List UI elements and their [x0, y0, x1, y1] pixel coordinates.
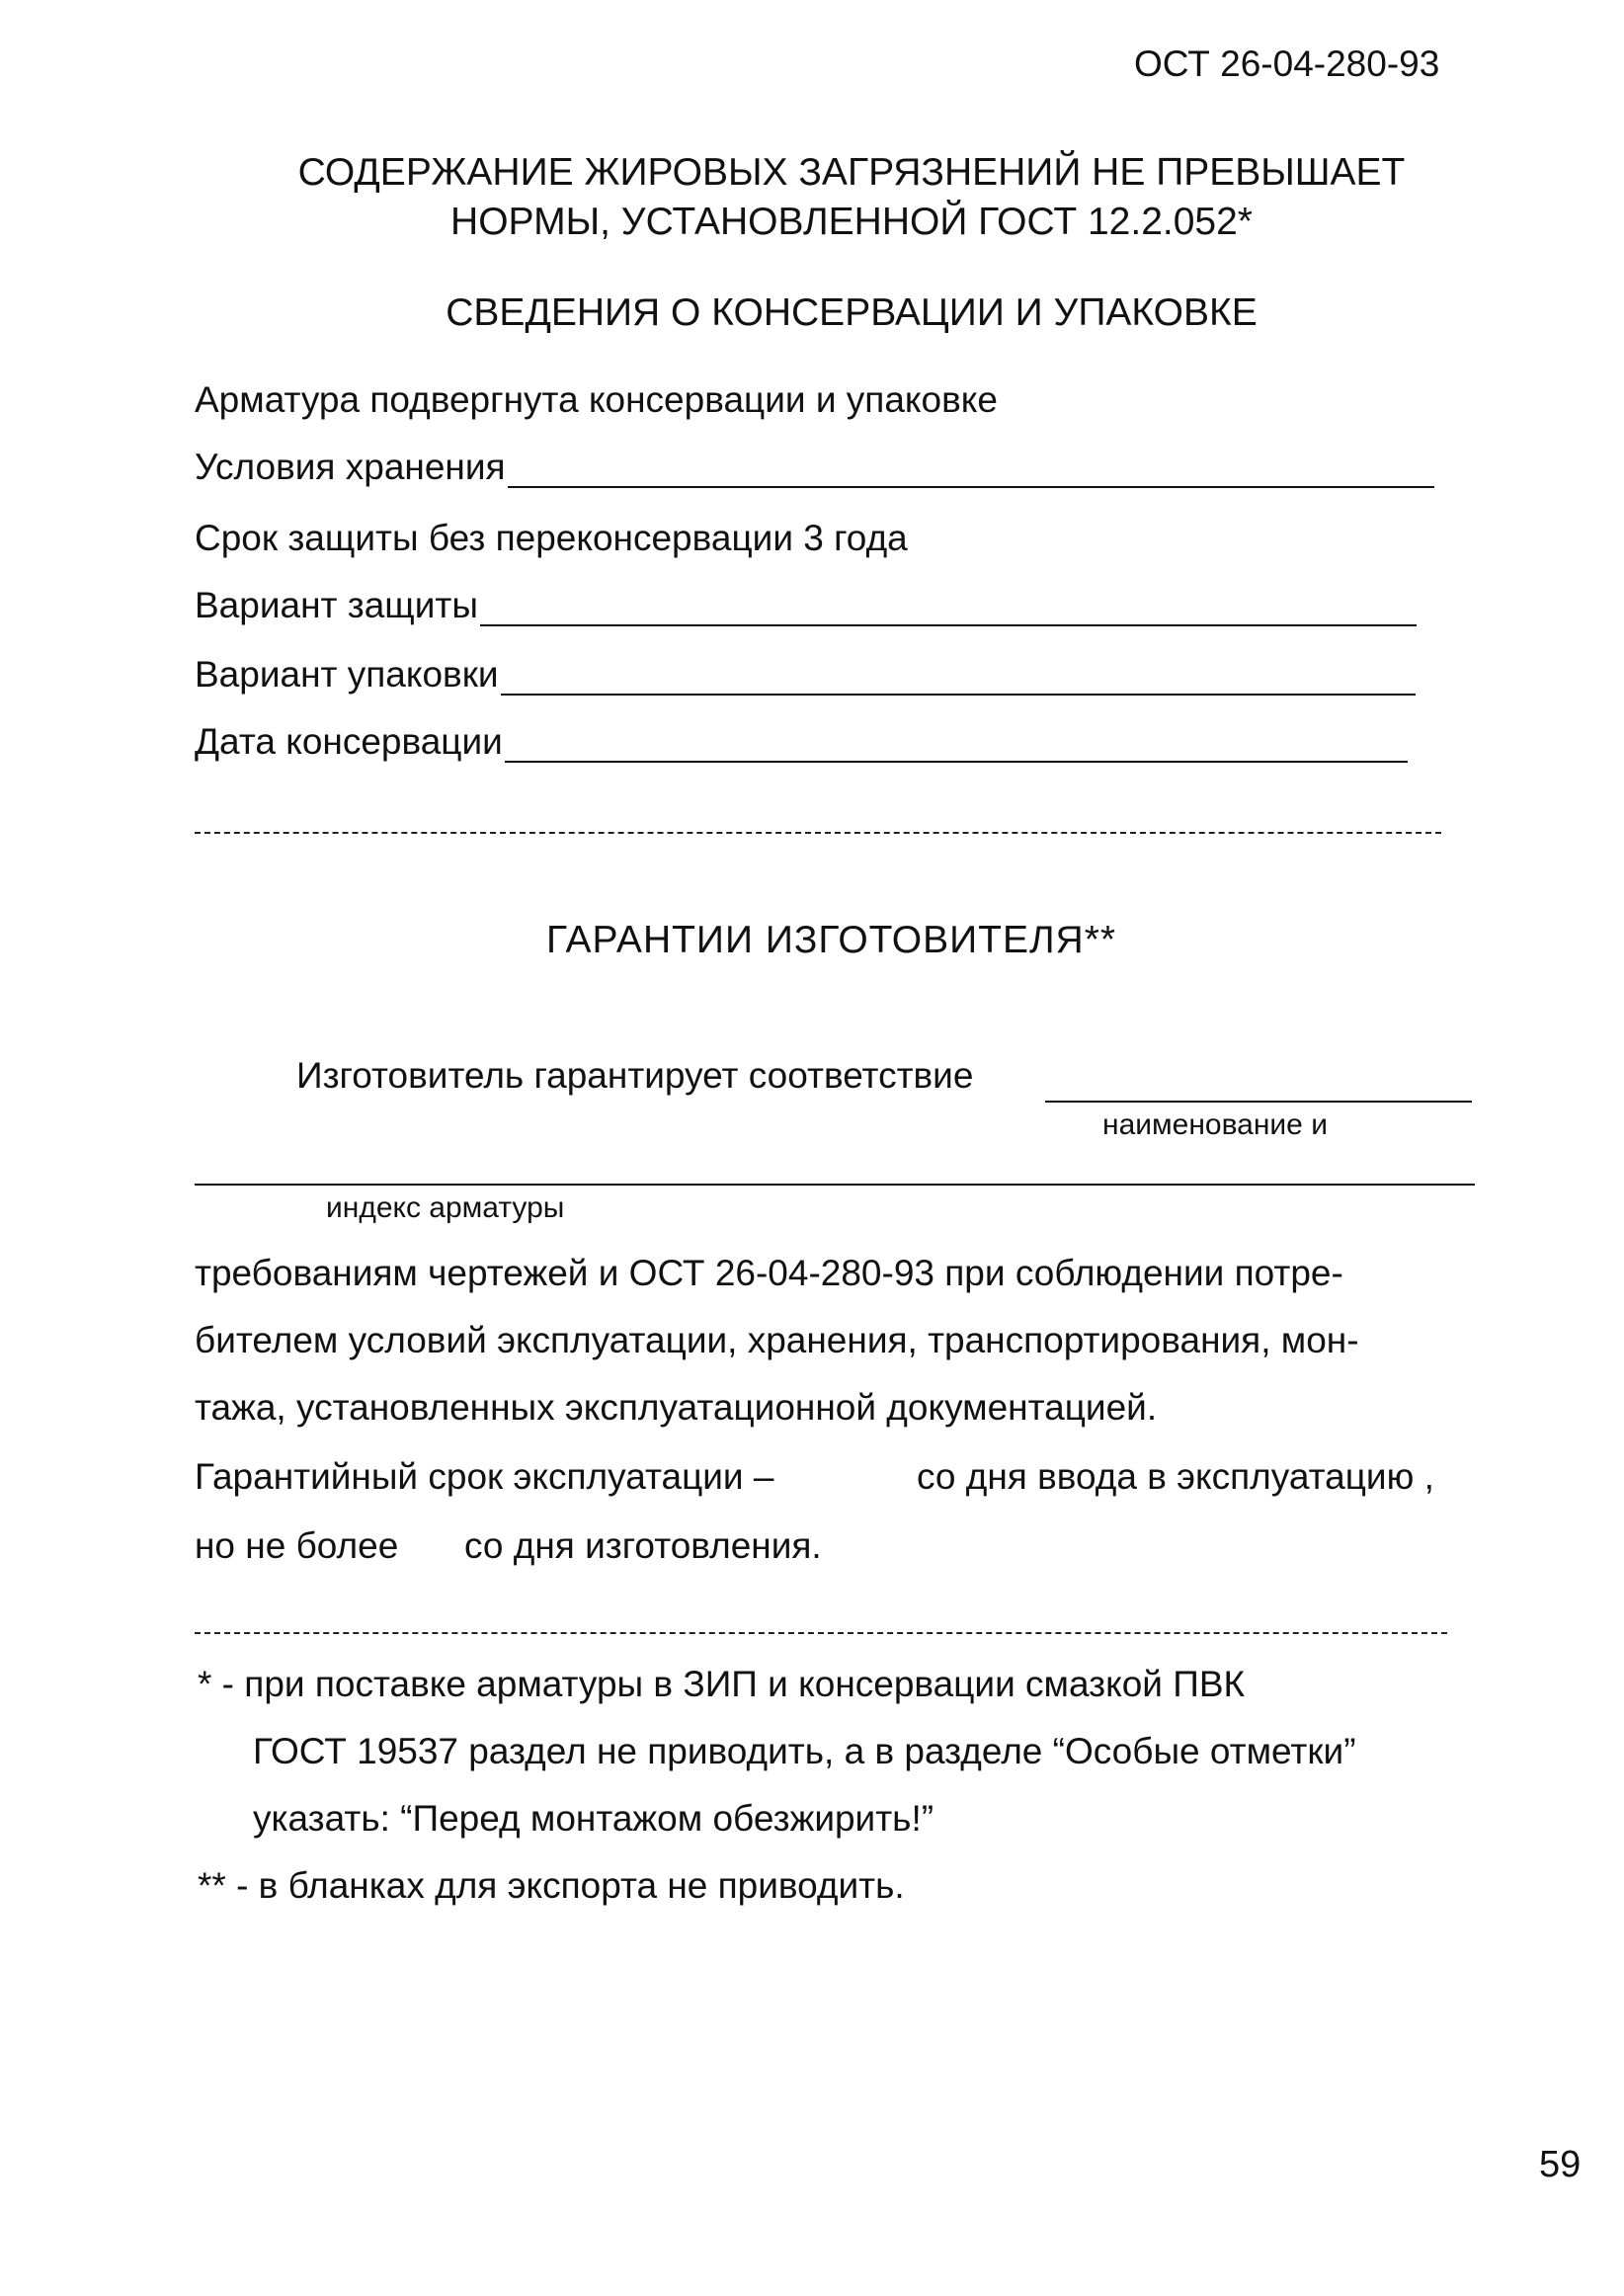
section-divider-dashed	[195, 832, 1441, 834]
packaging-variant-blank[interactable]	[501, 658, 1416, 696]
conservation-date-blank[interactable]	[505, 725, 1408, 763]
warranty-section-title: ГАРАНТИИ ИЗГОТОВИТЕЛЯ**	[546, 919, 1117, 961]
storage-conditions-field	[195, 447, 1434, 488]
warranty-limit-tail: со дня изготовления.	[464, 1525, 822, 1566]
product-index-caption: индекс арматуры	[326, 1191, 565, 1224]
footnote-divider-dashed	[195, 1632, 1447, 1634]
warranty-paragraph-line-1: требованиям чертежей и ОСТ 26-04-280-93 при соблюдении потре-	[195, 1253, 1343, 1293]
warranty-paragraph-line-3: тажа, установленных эксплуатационной документацией.	[195, 1387, 1158, 1428]
packaging-variant-label: Вариант упаковки	[195, 654, 499, 695]
footnote-2: ** - в бланках для экспорта не приводить.	[198, 1865, 905, 1906]
footnote-1-line-3: указать: “Перед монтажом обезжирить!”	[253, 1798, 934, 1839]
statement-line-1: СОДЕРЖАНИЕ ЖИРОВЫХ ЗАГРЯЗНЕНИЙ НЕ ПРЕВЫШАЕТ	[297, 151, 1406, 194]
warranty-paragraph-line-2: бителем условий эксплуатации, хранения, транспортирования, мон-	[195, 1320, 1359, 1360]
footnote-1-line-2: ГОСТ 19537 раздел не приводить, а в разделе “Особые отметки”	[253, 1731, 1356, 1771]
packaging-variant-field	[195, 654, 1416, 696]
conservation-date-label: Дата консервации	[195, 721, 503, 762]
protection-variant-label: Вариант защиты	[195, 585, 478, 625]
product-name-caption: наименование и	[1102, 1108, 1328, 1141]
protection-term-text: Срок защиты без переконсервации 3 года	[195, 518, 908, 558]
warranty-period-label: Гарантийный срок эксплуатации –	[195, 1456, 774, 1497]
conservation-date-field	[195, 721, 1408, 763]
footnote-1-line-1: * - при поставке арматуры в ЗИП и консервации смазкой ПВК	[198, 1664, 1246, 1704]
storage-conditions-blank[interactable]	[508, 451, 1434, 488]
warranty-period-tail: со дня ввода в эксплуатацию ,	[917, 1456, 1434, 1497]
protection-variant-field	[195, 585, 1417, 626]
warranty-guarantee-text: Изготовитель гарантирует соответствие	[296, 1055, 974, 1096]
page-number: 59	[1539, 2144, 1582, 2185]
statement-line-2: НОРМЫ, УСТАНОВЛЕННОЙ ГОСТ 12.2.052*	[450, 201, 1253, 243]
product-index-blank[interactable]	[195, 1184, 1475, 1186]
storage-conditions-label: Условия хранения	[195, 447, 506, 487]
document-standard-code: ОСТ 26-04-280-93	[1134, 43, 1440, 84]
conservation-statement: Арматура подвергнута консервации и упаковке	[195, 379, 998, 420]
protection-variant-blank[interactable]	[480, 589, 1417, 626]
product-name-blank[interactable]	[1045, 1101, 1472, 1103]
warranty-limit-label: но не более	[195, 1525, 399, 1566]
conservation-section-title: СВЕДЕНИЯ О КОНСЕРВАЦИИ И УПАКОВКЕ	[446, 291, 1258, 334]
